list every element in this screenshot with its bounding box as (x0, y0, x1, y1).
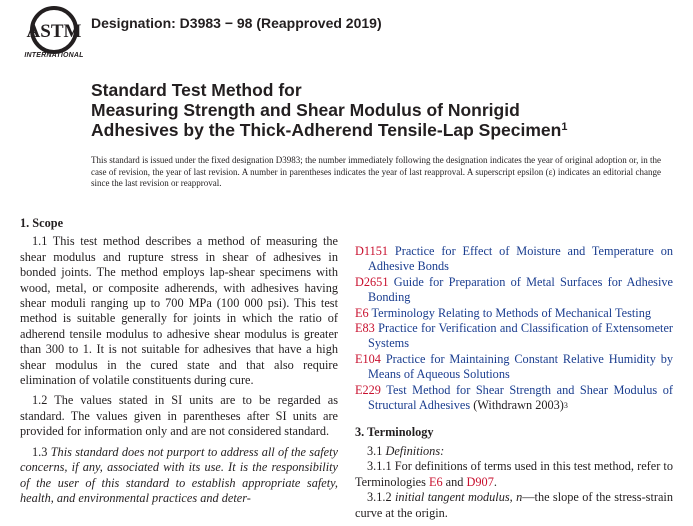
title-line-3-text: Adhesives by the Thick-Adherend Tensile-Lap Specimen (91, 120, 562, 140)
title-line-1: Standard Test Method for (91, 80, 302, 100)
ref-link-e6[interactable]: E6 (428, 474, 443, 489)
paragraph-3-1-2-term: initial tangent modulus, n (394, 490, 523, 505)
reference-code-link[interactable]: E104 (355, 351, 381, 366)
left-column (20, 216, 338, 511)
reference-item (355, 383, 673, 414)
reference-item (355, 306, 673, 321)
paragraph-1-1: 1.1 This test method describes a method of measuring the shear modulus and rupture stress in shear of adhesives in bonded joints. The method employs lap-shear specimens with wood, metal, or composite adherends, with adhesives having shear moduli ranging up to 700 MPa (100 000 psi). This test method is suitable generally for joints in which the ratio of adherend tensile modulus to adhesive shear modulus is greater than 300 to 1. It is not suitable for adhesives that have a high shear modulus in the cured state and that also require elimination of volatile constituents during cure. (20, 234, 338, 388)
scope-heading: 1. Scope (20, 216, 64, 230)
paragraph-1-3 (20, 445, 338, 507)
reference-title-link[interactable]: Practice for Effect of Moisture and Temperature on Adhesive Bonds (368, 244, 674, 274)
paragraph-3-1-1 (355, 459, 673, 490)
title-line-2: Measuring Strength and Shear Modulus of Nonrigid (91, 100, 520, 120)
paragraph-3-1-2-text: —the slope of the stress-strain curve at the origin. (355, 490, 673, 520)
reference-item (355, 244, 673, 275)
paragraph-3-1-number: 3.1 (367, 443, 386, 458)
title-line-3 (91, 120, 651, 140)
reference-title-link[interactable]: Practice for Maintaining Constant Relative Humidity by Means of Aqueous Solutions (368, 351, 673, 382)
reference-item (355, 321, 673, 352)
reference-title-link[interactable]: Terminology Relating to Methods of Mechanical Testing (371, 305, 651, 320)
paragraph-3-1-2 (355, 490, 673, 521)
paragraph-3-1 (355, 444, 673, 459)
reference-title-link[interactable]: Practice for Verification and Classification of Extensometer Systems (368, 321, 674, 351)
reference-code-link[interactable]: D1151 (355, 244, 389, 258)
reference-code-link[interactable]: E83 (355, 321, 375, 336)
reference-code-link[interactable]: E6 (355, 305, 369, 320)
reference-title-link[interactable]: Test Method for Shear Strength and Shear Modulus of Structural Adhesives (368, 382, 673, 413)
designation: Designation: D3983 − 98 (Reapproved 2019) (91, 15, 382, 31)
logo-subtitle: INTERNATIONAL (24, 52, 84, 59)
document-title (91, 80, 651, 140)
paragraph-3-1-2-number: 3.1.2 (367, 490, 395, 505)
paragraph-3-1-1-and: and (442, 474, 467, 489)
standard-notice: This standard is issued under the fixed designation D3983; the number immediately following the designation indicates the year of original adoption or, in the case of revision, the year of last revision. A number in parentheses indicates the year of last reapproval. A superscript epsilon (ε) indicates an editorial change since the last revision or reapproval. (91, 155, 661, 189)
paragraph-1-2: 1.2 The values stated in SI units are to be regarded as standard. The values given in parentheses after SI units are provided for information only and are not considered standard. (20, 393, 338, 439)
ref-link-d907[interactable]: D907 (466, 474, 494, 489)
reference-suffix: (Withdrawn 2003) (470, 398, 564, 413)
paragraph-3-1-label: Definitions: (385, 443, 445, 458)
reference-item (355, 352, 673, 383)
right-column (355, 244, 673, 526)
terminology-heading: 3. Terminology (355, 425, 434, 440)
title-footnote-mark[interactable]: 1 (561, 121, 568, 133)
paragraph-3-1-1-text: 3.1.1 For definitions of terms used in this test method, refer to Terminologies (355, 459, 673, 489)
logo-text: ASTM (26, 21, 82, 42)
reference-title-link[interactable]: Guide for Preparation of Metal Surfaces for Adhesive Bonding (368, 274, 673, 305)
paragraph-1-3-number: 1.3 (32, 444, 51, 459)
paragraph-1-3-text: This standard does not purport to address all of the safety concerns, if any, associated with its use. It is the responsibility of the user of this standard to establish appropriate safety, health, and environmental practices and deter- (20, 444, 338, 505)
referenced-documents-list (355, 244, 673, 413)
reference-code-link[interactable]: E229 (355, 382, 381, 397)
paragraph-3-1-1-end: . (493, 474, 497, 489)
reference-footnote-mark[interactable]: 3 (563, 401, 568, 411)
reference-item (355, 275, 673, 306)
reference-code-link[interactable]: D2651 (355, 274, 389, 289)
